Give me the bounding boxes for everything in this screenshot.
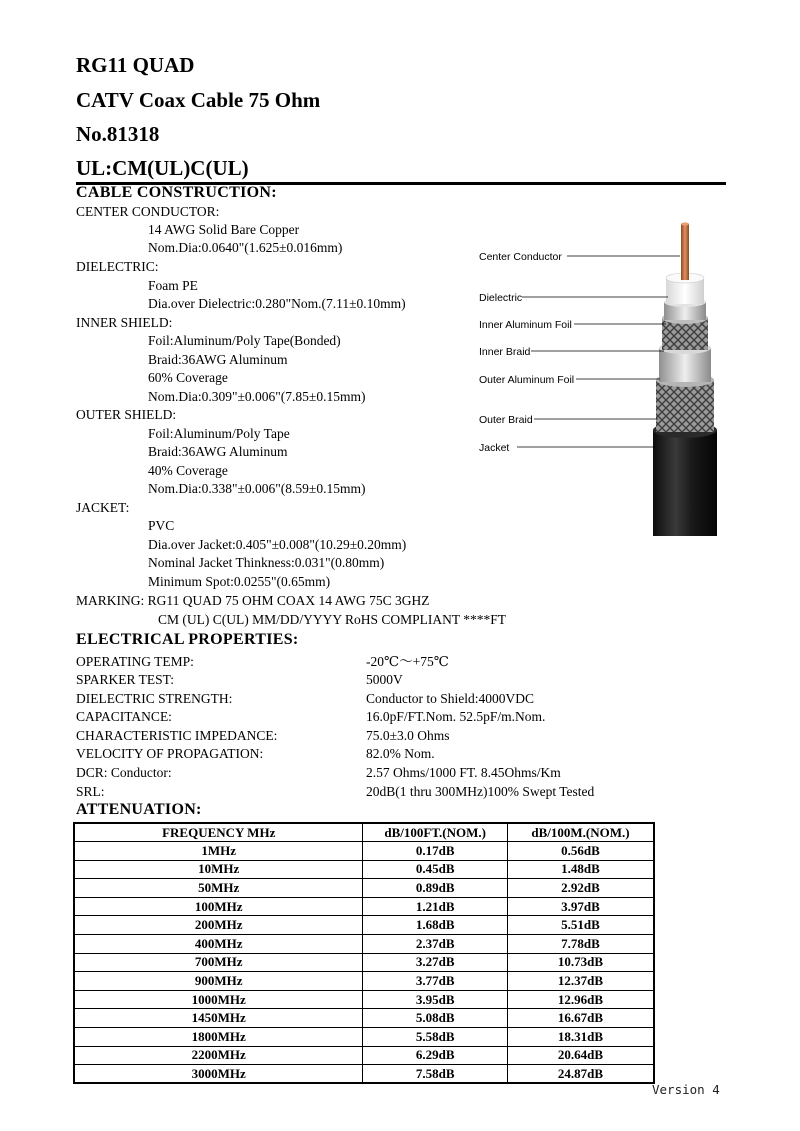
db-per-100m-cell: 0.56dB [507,842,654,861]
db-per-100ft-cell: 1.68dB [363,916,508,935]
ul-rating: UL:CM(UL)C(UL) [76,156,249,180]
jacket-material: PVC [148,518,175,533]
table-row [74,1046,654,1065]
diagram-label-center-conductor: Center Conductor [479,251,562,263]
cable-construction-heading: CABLE CONSTRUCTION: [76,184,277,201]
dielectric-strength-value: Conductor to Shield:4000VDC [366,691,534,706]
srl-value: 20dB(1 thru 300MHz)100% Swept Tested [366,784,595,799]
table-row [74,972,654,991]
db-per-100m-cell: 16.67dB [507,1009,654,1028]
db-per-100ft-cell: 0.89dB [363,879,508,898]
db-per-100ft-cell: 5.58dB [363,1028,508,1047]
db-per-100ft-cell: 0.17dB [363,842,508,861]
diagram-label-inner-braid: Inner Braid [479,346,531,358]
table-header-row [74,823,654,842]
table-row [74,1028,654,1047]
sparker-test-label: SPARKER TEST: [76,672,174,687]
diagram-label-jacket: Jacket [479,442,510,454]
table-row [74,879,654,898]
product-number: No.81318 [76,122,160,146]
frequency-cell: 3000MHz [74,1065,363,1084]
product-subtitle: CATV Coax Cable 75 Ohm [76,88,321,112]
dcr-label: DCR: Conductor: [76,765,172,780]
impedance-value: 75.0±3.0 Ohms [366,728,450,743]
capacitance-value: 16.0pF/FT.Nom. 52.5pF/m.Nom. [366,709,546,724]
db-per-100m-cell: 7.78dB [507,935,654,954]
outer-braid-layer [656,380,714,432]
db-per-100m-cell: 12.96dB [507,990,654,1009]
db-per-100m-cell: 2.92dB [507,879,654,898]
frequency-cell: 2200MHz [74,1046,363,1065]
column-header-db-per-100ft: dB/100FT.(NOM.) [363,823,508,842]
velocity-value: 82.0% Nom. [366,746,435,761]
jacket-thickness: Nominal Jacket Thinkness:0.031"(0.80mm) [148,555,385,570]
diagram-label-outer-foil: Outer Aluminum Foil [479,374,575,386]
inner-shield-foil: Foil:Aluminum/Poly Tape(Bonded) [148,333,341,348]
frequency-cell: 50MHz [74,879,363,898]
outer-shield-label: OUTER SHIELD: [76,407,177,422]
db-per-100m-cell: 12.37dB [507,972,654,991]
frequency-cell: 900MHz [74,972,363,991]
column-header-frequency: FREQUENCY MHz [74,823,363,842]
table-row [74,842,654,861]
frequency-cell: 10MHz [74,860,363,879]
capacitance-label: CAPACITANCE: [76,709,172,724]
outer-shield-coverage: 40% Coverage [148,463,228,478]
inner-shield-label: INNER SHIELD: [76,315,173,330]
inner-shield-diameter: Nom.Dia:0.309"±0.006"(7.85±0.15mm) [148,389,366,404]
frequency-cell: 1000MHz [74,990,363,1009]
outer-shield-foil: Foil:Aluminum/Poly Tape [148,426,290,441]
frequency-cell: 700MHz [74,953,363,972]
dielectric-strength-label: DIELECTRIC STRENGTH: [76,691,233,706]
center-conductor-diameter: Nom.Dia:0.0640"(1.625±0.016mm) [148,240,343,255]
column-header-db-per-100m: dB/100M.(NOM.) [507,823,654,842]
marking-line-1: MARKING: RG11 QUAD 75 OHM COAX 14 AWG 75C 3GHZ [76,593,430,608]
table-row [74,916,654,935]
table-row [74,990,654,1009]
table-row [74,1009,654,1028]
marking-line-2: CM (UL) C(UL) MM/DD/YYYY RoHS COMPLIANT ****FT [158,612,507,627]
db-per-100m-cell: 3.97dB [507,897,654,916]
frequency-cell: 1800MHz [74,1028,363,1047]
center-conductor-label: CENTER CONDUCTOR: [76,204,220,219]
jacket-min-spot: Minimum Spot:0.0255"(0.65mm) [148,574,331,589]
jacket-label: JACKET: [76,500,130,515]
copper-conductor [681,224,689,280]
diagram-label-outer-braid: Outer Braid [479,414,533,426]
inner-shield-coverage: 60% Coverage [148,370,228,385]
inner-shield-braid: Braid:36AWG Aluminum [148,352,288,367]
db-per-100m-cell: 18.31dB [507,1028,654,1047]
db-per-100ft-cell: 5.08dB [363,1009,508,1028]
frequency-cell: 100MHz [74,897,363,916]
db-per-100ft-cell: 7.58dB [363,1065,508,1084]
version-label: Version 4 [652,1082,720,1097]
outer-shield-braid: Braid:36AWG Aluminum [148,444,288,459]
dielectric-material: Foam PE [148,278,198,293]
cable-cutaway-diagram [470,220,730,540]
frequency-cell: 200MHz [74,916,363,935]
table-row [74,897,654,916]
copper-conductor-tip [681,222,689,225]
diagram-label-inner-foil: Inner Aluminum Foil [479,319,572,331]
db-per-100m-cell: 24.87dB [507,1065,654,1084]
attenuation-table [73,822,655,1084]
operating-temp-value: -20℃～+75℃ [366,654,449,669]
frequency-cell: 400MHz [74,935,363,954]
srl-label: SRL: [76,784,105,799]
table-row [74,935,654,954]
db-per-100m-cell: 1.48dB [507,860,654,879]
frequency-cell: 1MHz [74,842,363,861]
sparker-test-value: 5000V [366,672,403,687]
db-per-100ft-cell: 3.77dB [363,972,508,991]
db-per-100ft-cell: 6.29dB [363,1046,508,1065]
db-per-100ft-cell: 3.27dB [363,953,508,972]
frequency-cell: 1450MHz [74,1009,363,1028]
center-conductor-material: 14 AWG Solid Bare Copper [148,222,300,237]
db-per-100m-cell: 10.73dB [507,953,654,972]
velocity-label: VELOCITY OF PROPAGATION: [76,746,264,761]
impedance-label: CHARACTERISTIC IMPEDANCE: [76,728,278,743]
outer-shield-diameter: Nom.Dia:0.338"±0.006"(8.59±0.15mm) [148,481,366,496]
db-per-100m-cell: 20.64dB [507,1046,654,1065]
electrical-properties-heading: ELECTRICAL PROPERTIES: [76,631,299,648]
dielectric-diameter: Dia.over Dielectric:0.280"Nom.(7.11±0.10mm) [148,296,406,311]
db-per-100ft-cell: 1.21dB [363,897,508,916]
diagram-label-dielectric: Dielectric [479,292,523,304]
attenuation-heading: ATTENUATION: [76,801,202,818]
db-per-100ft-cell: 2.37dB [363,935,508,954]
jacket-layer [653,430,717,536]
db-per-100ft-cell: 0.45dB [363,860,508,879]
jacket-diameter: Dia.over Jacket:0.405"±0.008"(10.29±0.20mm) [148,537,407,552]
db-per-100m-cell: 5.51dB [507,916,654,935]
table-row [74,1065,654,1084]
product-title: RG11 QUAD [76,53,195,77]
table-row [74,860,654,879]
table-row [74,953,654,972]
db-per-100ft-cell: 3.95dB [363,990,508,1009]
dielectric-label: DIELECTRIC: [76,259,159,274]
dcr-value: 2.57 Ohms/1000 FT. 8.45Ohms/Km [366,765,561,780]
operating-temp-label: OPERATING TEMP: [76,654,194,669]
